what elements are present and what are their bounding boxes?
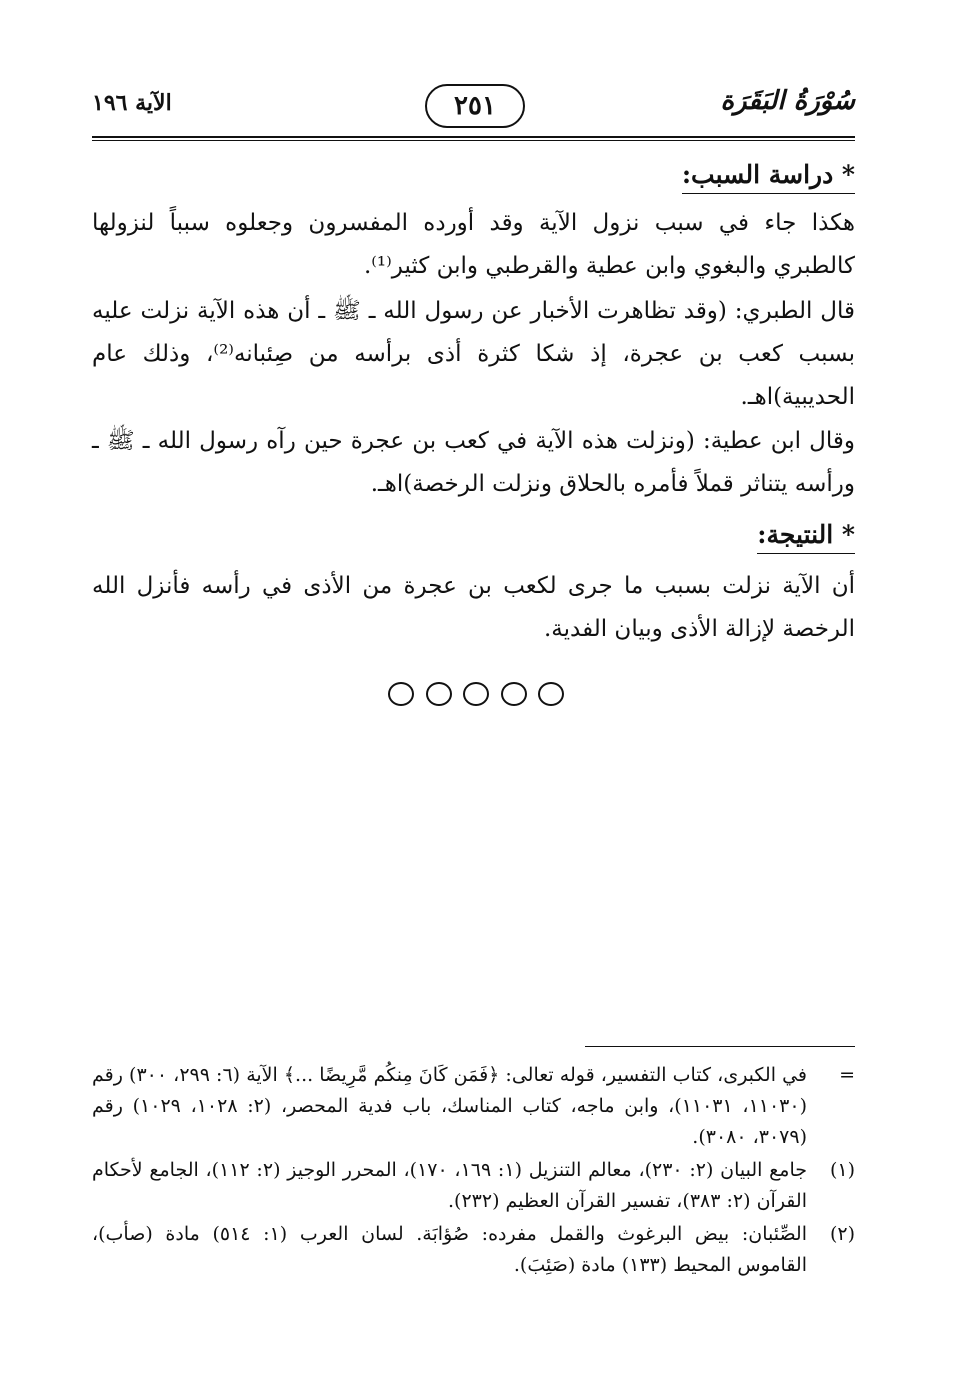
header-divider xyxy=(92,136,855,138)
verse-label: الآية ١٩٦ xyxy=(92,90,172,116)
section-end-ornament xyxy=(388,682,564,706)
footnote-2 xyxy=(92,1219,855,1281)
page-number xyxy=(425,84,525,128)
paragraph-text: قال الطبري: (وقد تظاهرت الأخبار عن رسول الله ـ ﷺ ـ أن هذه الآية نزلت عليه بسبب كعب بن عجرة، إذ شكا كثرة أذى برأسه من صِئبانه⁽²⁾، وذلك عام الحديبية)اهـ. xyxy=(92,298,855,410)
ornament-circle-icon xyxy=(463,682,489,706)
header-divider-thin xyxy=(92,140,855,141)
paragraph xyxy=(92,202,855,292)
footnote-divider xyxy=(585,1046,855,1047)
footnote-text: جامع البيان (٢: ٢٣٠)، معالم التنزيل (١: ١٦٩، ١٧٠)، المحرر الوجيز (٢: ١١٢)، الجامع لأحكام القرآن (٢: ٣٨٣)، تفسير القرآن العظيم (٢٣٢). xyxy=(92,1159,807,1212)
paragraph-text: هكذا جاء في سبب نزول الآية وقد أورده المفسرون وجعلوه سبباً لنزولها كالطبري والبغوي وابن عطية والقرطبي وابن كثير⁽¹⁾. xyxy=(92,210,855,279)
footnote-continued xyxy=(92,1060,855,1153)
ornament-circle-icon xyxy=(388,682,414,706)
paragraph xyxy=(92,565,855,655)
paragraph xyxy=(92,290,855,423)
footnote-1 xyxy=(92,1155,855,1217)
paragraph xyxy=(92,420,855,510)
ornament-circle-icon xyxy=(501,682,527,706)
footnote-text: الصِّئبان: بيض البرغوث والقمل مفرده: صُؤابَة. لسان العرب (١: ٥١٤) مادة (صأب)، القاموس المحيط (١٣٣) مادة (صَئِبَ). xyxy=(92,1223,807,1276)
ornament-circle-icon xyxy=(426,682,452,706)
surah-title: سُوْرَةُ البَقَرَة xyxy=(720,86,855,116)
section-heading-cause-study: * دراسة السبب: xyxy=(682,160,855,194)
section-heading-result: * النتيجة: xyxy=(757,520,855,554)
page-number-text: ٢٥١ xyxy=(454,91,496,121)
footnote-mark: = xyxy=(839,1064,855,1086)
footnote-mark: (٢) xyxy=(829,1223,855,1245)
ornament-circle-icon xyxy=(538,682,564,706)
paragraph-text: أن الآية نزلت بسبب ما جرى لكعب بن عجرة من الأذى في رأسه فأنزل الله الرخصة لإزالة الأذى وبيان الفدية. xyxy=(92,573,855,642)
footnote-mark: (١) xyxy=(829,1159,855,1181)
footnote-text: في الكبرى، كتاب التفسير، قوله تعالى: ﴿فَمَن كَانَ مِنكُم مَّرِيضًا ...﴾ الآية (٦: ٢٩٩، ٣٠٠) رقم (١١٠٣٠، ١١٠٣١)، وابن ماجه، كتاب المناسك، باب فدية المحصر، (٢: ١٠٢٨، ١٠٢٩) رقم (٣٠٧٩، ٣٠٨٠). xyxy=(92,1064,808,1148)
paragraph-text: وقال ابن عطية: (ونزلت هذه الآية في كعب بن عجرة حين رآه رسول الله ـ ﷺ ـ ورأسه يتناثر قملاً فأمره بالحلاق ونزلت الرخصة)اهـ. xyxy=(92,428,855,497)
footnotes xyxy=(92,1060,855,1283)
